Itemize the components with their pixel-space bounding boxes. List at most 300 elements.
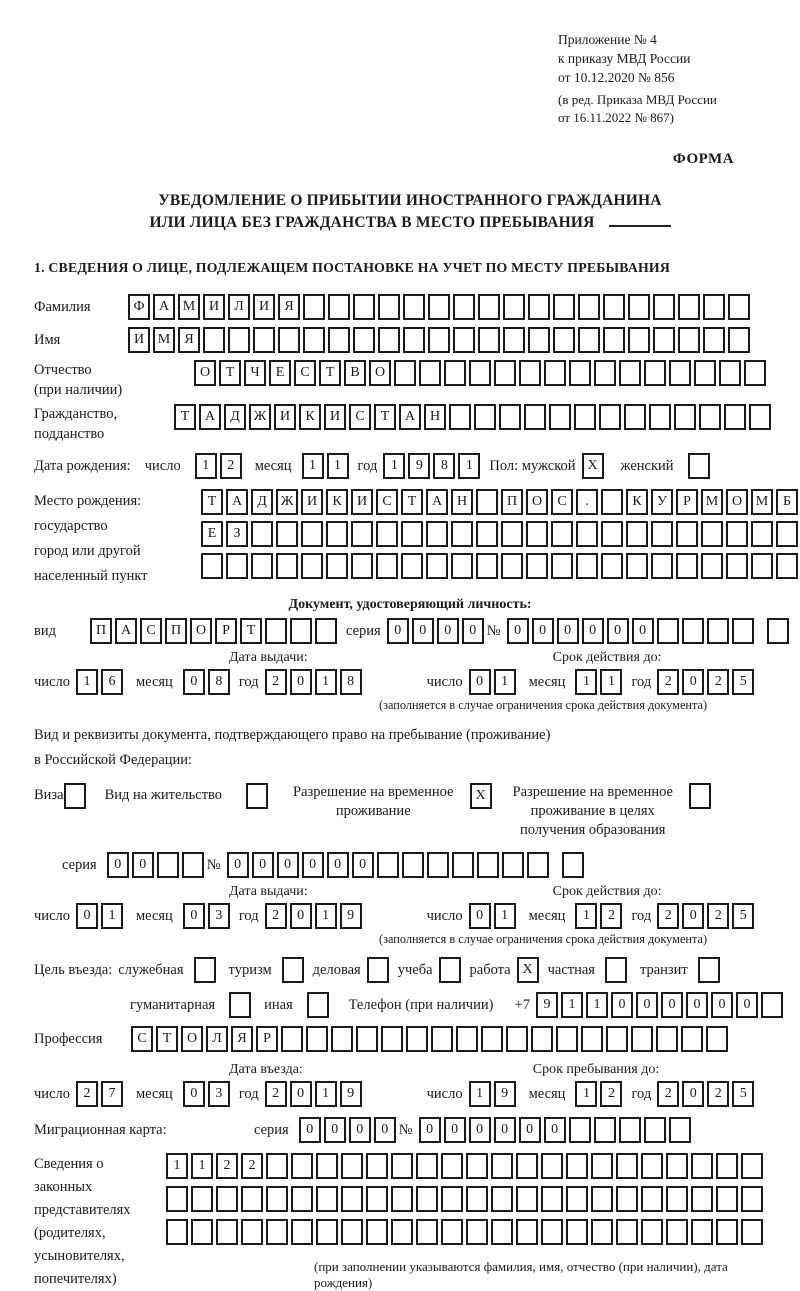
char-box[interactable]: 0 (324, 1117, 346, 1143)
char-box[interactable]: 1 (469, 1081, 491, 1107)
char-box[interactable]: Н (424, 404, 446, 430)
char-box[interactable] (403, 327, 425, 353)
char-box[interactable] (641, 1219, 663, 1245)
char-box[interactable]: 2 (241, 1153, 263, 1179)
char-box[interactable] (616, 1219, 638, 1245)
char-box[interactable] (599, 404, 621, 430)
char-box[interactable] (744, 360, 766, 386)
char-box[interactable] (426, 521, 448, 547)
char-box[interactable] (653, 294, 675, 320)
char-box[interactable] (703, 327, 725, 353)
char-box[interactable] (574, 404, 596, 430)
char-box[interactable] (328, 294, 350, 320)
char-box[interactable]: . (576, 489, 598, 515)
phone-cells[interactable] (536, 992, 786, 1018)
char-box[interactable]: X (470, 783, 492, 809)
char-box[interactable] (191, 1186, 213, 1212)
char-box[interactable] (628, 327, 650, 353)
char-box[interactable]: 2 (657, 1081, 679, 1107)
char-box[interactable]: 0 (290, 1081, 312, 1107)
char-box[interactable] (694, 360, 716, 386)
char-box[interactable]: К (626, 489, 648, 515)
char-box[interactable] (328, 327, 350, 353)
char-box[interactable]: X (517, 957, 539, 983)
char-box[interactable] (776, 553, 798, 579)
char-box[interactable]: 9 (340, 1081, 362, 1107)
char-box[interactable]: З (226, 521, 248, 547)
char-box[interactable]: П (501, 489, 523, 515)
char-box[interactable]: 1 (315, 669, 337, 695)
char-box[interactable] (628, 294, 650, 320)
char-box[interactable] (681, 1026, 703, 1052)
char-box[interactable] (601, 553, 623, 579)
char-box[interactable]: О (526, 489, 548, 515)
char-box[interactable]: Р (256, 1026, 278, 1052)
char-box[interactable] (401, 553, 423, 579)
char-box[interactable]: X (582, 453, 604, 479)
char-box[interactable] (699, 404, 721, 430)
char-box[interactable] (278, 327, 300, 353)
char-box[interactable] (626, 521, 648, 547)
char-box[interactable] (453, 294, 475, 320)
char-box[interactable] (776, 521, 798, 547)
char-box[interactable] (241, 1186, 263, 1212)
char-box[interactable] (441, 1186, 463, 1212)
purpose-official-checkbox[interactable] (194, 957, 219, 983)
char-box[interactable]: С (294, 360, 316, 386)
char-box[interactable]: 0 (437, 618, 459, 644)
char-box[interactable] (751, 521, 773, 547)
purpose-business-checkbox[interactable] (367, 957, 392, 983)
char-box[interactable]: 8 (340, 669, 362, 695)
char-box[interactable] (216, 1186, 238, 1212)
char-box[interactable]: 3 (208, 1081, 230, 1107)
char-box[interactable]: Л (228, 294, 250, 320)
char-box[interactable] (653, 327, 675, 353)
char-box[interactable]: 1 (561, 992, 583, 1018)
char-box[interactable]: 0 (686, 992, 708, 1018)
char-box[interactable]: 0 (682, 903, 704, 929)
char-box[interactable] (703, 294, 725, 320)
char-box[interactable]: 1 (458, 453, 480, 479)
char-box[interactable]: Т (374, 404, 396, 430)
char-box[interactable] (303, 327, 325, 353)
char-box[interactable]: А (115, 618, 137, 644)
char-box[interactable] (282, 957, 304, 983)
char-box[interactable]: 1 (195, 453, 217, 479)
char-box[interactable] (478, 294, 500, 320)
char-box[interactable]: Е (201, 521, 223, 547)
char-box[interactable] (516, 1186, 538, 1212)
char-box[interactable]: 1 (191, 1153, 213, 1179)
purpose-humanitarian-checkbox[interactable] (229, 992, 254, 1018)
char-box[interactable]: О (181, 1026, 203, 1052)
char-box[interactable] (527, 852, 549, 878)
char-box[interactable] (251, 553, 273, 579)
char-box[interactable]: Б (776, 489, 798, 515)
char-box[interactable] (341, 1219, 363, 1245)
char-box[interactable] (616, 1153, 638, 1179)
char-box[interactable] (316, 1186, 338, 1212)
char-box[interactable]: 0 (544, 1117, 566, 1143)
char-box[interactable]: Ч (244, 360, 266, 386)
char-box[interactable] (394, 360, 416, 386)
char-box[interactable] (401, 521, 423, 547)
char-box[interactable] (566, 1153, 588, 1179)
char-box[interactable] (316, 1153, 338, 1179)
char-box[interactable] (378, 294, 400, 320)
char-box[interactable]: 2 (600, 903, 622, 929)
char-box[interactable] (157, 852, 179, 878)
char-box[interactable]: 1 (575, 903, 597, 929)
char-box[interactable]: С (140, 618, 162, 644)
char-box[interactable]: 9 (408, 453, 430, 479)
char-box[interactable] (578, 294, 600, 320)
char-box[interactable] (469, 360, 491, 386)
char-box[interactable] (166, 1219, 188, 1245)
char-box[interactable]: 2 (76, 1081, 98, 1107)
char-box[interactable] (603, 294, 625, 320)
char-box[interactable] (456, 1026, 478, 1052)
char-box[interactable] (476, 489, 498, 515)
char-box[interactable] (391, 1186, 413, 1212)
char-box[interactable]: 0 (252, 852, 274, 878)
char-box[interactable] (381, 1026, 403, 1052)
char-box[interactable] (726, 521, 748, 547)
char-box[interactable] (226, 553, 248, 579)
char-box[interactable] (631, 1026, 653, 1052)
char-box[interactable] (301, 553, 323, 579)
char-box[interactable] (656, 1026, 678, 1052)
char-box[interactable]: 9 (340, 903, 362, 929)
char-box[interactable]: 0 (419, 1117, 441, 1143)
char-box[interactable] (669, 360, 691, 386)
char-box[interactable] (576, 521, 598, 547)
char-box[interactable] (291, 1153, 313, 1179)
char-box[interactable] (707, 618, 729, 644)
char-box[interactable]: 0 (682, 1081, 704, 1107)
char-box[interactable]: И (301, 489, 323, 515)
edu-permit-checkbox[interactable] (689, 783, 714, 809)
char-box[interactable]: 1 (494, 669, 516, 695)
char-box[interactable]: С (376, 489, 398, 515)
char-box[interactable]: О (726, 489, 748, 515)
char-box[interactable]: А (199, 404, 221, 430)
char-box[interactable] (491, 1153, 513, 1179)
char-box[interactable]: 2 (707, 1081, 729, 1107)
purpose-study-checkbox[interactable] (439, 957, 464, 983)
char-box[interactable] (194, 957, 216, 983)
sex-male-checkbox[interactable] (582, 453, 607, 479)
char-box[interactable]: 5 (732, 1081, 754, 1107)
char-box[interactable] (306, 1026, 328, 1052)
char-box[interactable]: 6 (101, 669, 123, 695)
char-box[interactable]: И (128, 327, 150, 353)
char-box[interactable] (416, 1186, 438, 1212)
char-box[interactable] (578, 327, 600, 353)
char-box[interactable] (601, 489, 623, 515)
char-box[interactable] (391, 1153, 413, 1179)
char-box[interactable] (441, 1219, 463, 1245)
char-box[interactable] (341, 1186, 363, 1212)
char-box[interactable] (657, 618, 679, 644)
char-box[interactable] (516, 1153, 538, 1179)
char-box[interactable]: 1 (575, 1081, 597, 1107)
char-box[interactable] (428, 327, 450, 353)
char-box[interactable] (553, 327, 575, 353)
char-box[interactable]: 0 (132, 852, 154, 878)
char-box[interactable] (616, 1186, 638, 1212)
char-box[interactable] (698, 957, 720, 983)
char-box[interactable]: Я (278, 294, 300, 320)
char-box[interactable]: 9 (536, 992, 558, 1018)
char-box[interactable] (531, 1026, 553, 1052)
char-box[interactable] (676, 521, 698, 547)
char-box[interactable]: А (426, 489, 448, 515)
char-box[interactable] (674, 404, 696, 430)
char-box[interactable] (166, 1186, 188, 1212)
char-box[interactable]: 2 (265, 903, 287, 929)
char-box[interactable] (403, 294, 425, 320)
purpose-private-checkbox[interactable] (605, 957, 630, 983)
char-box[interactable]: 1 (383, 453, 405, 479)
char-box[interactable] (501, 521, 523, 547)
char-box[interactable]: 0 (183, 903, 205, 929)
char-box[interactable] (569, 360, 591, 386)
char-box[interactable]: Ж (249, 404, 271, 430)
char-box[interactable] (528, 327, 550, 353)
char-box[interactable] (724, 404, 746, 430)
char-box[interactable] (728, 327, 750, 353)
char-box[interactable] (353, 294, 375, 320)
char-box[interactable]: 1 (302, 453, 324, 479)
char-box[interactable] (541, 1186, 563, 1212)
char-box[interactable]: Л (206, 1026, 228, 1052)
char-box[interactable]: Д (224, 404, 246, 430)
char-box[interactable] (477, 852, 499, 878)
char-box[interactable] (726, 553, 748, 579)
char-box[interactable]: 0 (352, 852, 374, 878)
char-box[interactable] (253, 327, 275, 353)
char-box[interactable]: 0 (444, 1117, 466, 1143)
char-box[interactable]: 0 (507, 618, 529, 644)
char-box[interactable] (276, 521, 298, 547)
char-box[interactable] (591, 1153, 613, 1179)
char-box[interactable] (291, 1219, 313, 1245)
char-box[interactable] (416, 1153, 438, 1179)
char-box[interactable] (378, 327, 400, 353)
char-box[interactable]: Е (269, 360, 291, 386)
char-box[interactable] (402, 852, 424, 878)
char-box[interactable]: 2 (707, 903, 729, 929)
char-box[interactable]: 1 (315, 1081, 337, 1107)
char-box[interactable]: 0 (327, 852, 349, 878)
char-box[interactable]: 2 (216, 1153, 238, 1179)
sex-female-checkbox[interactable] (688, 453, 713, 479)
char-box[interactable]: 0 (412, 618, 434, 644)
char-box[interactable]: 0 (469, 903, 491, 929)
char-box[interactable] (491, 1186, 513, 1212)
char-box[interactable] (581, 1026, 603, 1052)
char-box[interactable]: 0 (636, 992, 658, 1018)
char-box[interactable]: 1 (494, 903, 516, 929)
purpose-other-checkbox[interactable] (307, 992, 332, 1018)
char-box[interactable] (307, 992, 329, 1018)
char-box[interactable] (678, 327, 700, 353)
char-box[interactable]: Т (156, 1026, 178, 1052)
char-box[interactable] (391, 1219, 413, 1245)
char-box[interactable] (341, 1153, 363, 1179)
char-box[interactable]: 0 (632, 618, 654, 644)
char-box[interactable]: М (701, 489, 723, 515)
char-box[interactable] (476, 521, 498, 547)
char-box[interactable] (767, 618, 789, 644)
char-box[interactable] (474, 404, 496, 430)
char-box[interactable] (315, 618, 337, 644)
char-box[interactable] (376, 553, 398, 579)
char-box[interactable]: 1 (600, 669, 622, 695)
char-box[interactable] (353, 327, 375, 353)
char-box[interactable] (201, 553, 223, 579)
char-box[interactable] (603, 327, 625, 353)
char-box[interactable] (191, 1219, 213, 1245)
char-box[interactable]: М (178, 294, 200, 320)
char-box[interactable] (688, 453, 710, 479)
char-box[interactable] (376, 521, 398, 547)
char-box[interactable] (326, 521, 348, 547)
char-box[interactable]: А (226, 489, 248, 515)
char-box[interactable] (626, 553, 648, 579)
char-box[interactable]: Н (451, 489, 473, 515)
char-box[interactable]: 0 (532, 618, 554, 644)
char-box[interactable]: 0 (557, 618, 579, 644)
char-box[interactable] (741, 1153, 763, 1179)
char-box[interactable]: Т (174, 404, 196, 430)
char-box[interactable] (351, 521, 373, 547)
char-box[interactable]: 8 (208, 669, 230, 695)
char-box[interactable]: К (326, 489, 348, 515)
char-box[interactable] (281, 1026, 303, 1052)
char-box[interactable] (419, 360, 441, 386)
char-box[interactable] (366, 1186, 388, 1212)
char-box[interactable]: 0 (290, 903, 312, 929)
char-box[interactable] (366, 1153, 388, 1179)
char-box[interactable]: 0 (582, 618, 604, 644)
char-box[interactable] (331, 1026, 353, 1052)
char-box[interactable]: 1 (575, 669, 597, 695)
char-box[interactable] (251, 521, 273, 547)
char-box[interactable] (439, 957, 461, 983)
char-box[interactable]: 1 (166, 1153, 188, 1179)
char-box[interactable] (594, 360, 616, 386)
char-box[interactable] (556, 1026, 578, 1052)
char-box[interactable] (562, 852, 584, 878)
char-box[interactable]: У (651, 489, 673, 515)
char-box[interactable] (427, 852, 449, 878)
residence-permit-checkbox[interactable] (246, 783, 271, 809)
char-box[interactable] (377, 852, 399, 878)
char-box[interactable] (367, 957, 389, 983)
char-box[interactable] (519, 360, 541, 386)
char-box[interactable] (303, 294, 325, 320)
char-box[interactable]: 0 (374, 1117, 396, 1143)
char-box[interactable]: 0 (611, 992, 633, 1018)
char-box[interactable] (444, 360, 466, 386)
char-box[interactable]: 2 (707, 669, 729, 695)
char-box[interactable]: И (253, 294, 275, 320)
char-box[interactable]: П (90, 618, 112, 644)
char-box[interactable]: 0 (227, 852, 249, 878)
char-box[interactable] (499, 404, 521, 430)
char-box[interactable] (301, 521, 323, 547)
char-box[interactable]: 0 (469, 1117, 491, 1143)
char-box[interactable] (452, 852, 474, 878)
char-box[interactable]: 0 (462, 618, 484, 644)
char-box[interactable]: 3 (208, 903, 230, 929)
char-box[interactable]: 0 (302, 852, 324, 878)
char-box[interactable]: 2 (657, 669, 679, 695)
char-box[interactable] (682, 618, 704, 644)
char-box[interactable]: Т (240, 618, 262, 644)
char-box[interactable]: С (349, 404, 371, 430)
char-box[interactable]: К (299, 404, 321, 430)
char-box[interactable] (516, 1219, 538, 1245)
char-box[interactable] (503, 294, 525, 320)
char-box[interactable] (229, 992, 251, 1018)
char-box[interactable] (553, 294, 575, 320)
char-box[interactable]: А (153, 294, 175, 320)
char-box[interactable] (203, 327, 225, 353)
char-box[interactable] (266, 1219, 288, 1245)
char-box[interactable] (619, 1117, 641, 1143)
char-box[interactable] (366, 1219, 388, 1245)
char-box[interactable] (594, 1117, 616, 1143)
char-box[interactable]: Я (178, 327, 200, 353)
char-box[interactable] (426, 553, 448, 579)
char-box[interactable]: 0 (736, 992, 758, 1018)
char-box[interactable] (701, 553, 723, 579)
char-box[interactable]: О (369, 360, 391, 386)
visa-checkbox[interactable] (64, 783, 89, 809)
char-box[interactable]: 0 (183, 669, 205, 695)
char-box[interactable] (741, 1186, 763, 1212)
char-box[interactable]: Ф (128, 294, 150, 320)
char-box[interactable]: О (194, 360, 216, 386)
char-box[interactable]: 0 (682, 669, 704, 695)
char-box[interactable] (466, 1153, 488, 1179)
char-box[interactable] (406, 1026, 428, 1052)
char-box[interactable]: 2 (600, 1081, 622, 1107)
char-box[interactable] (689, 783, 711, 809)
char-box[interactable] (502, 852, 524, 878)
char-box[interactable] (678, 294, 700, 320)
char-box[interactable] (641, 1186, 663, 1212)
char-box[interactable] (691, 1219, 713, 1245)
purpose-transit-checkbox[interactable] (698, 957, 723, 983)
char-box[interactable] (290, 618, 312, 644)
char-box[interactable] (641, 1153, 663, 1179)
char-box[interactable]: 9 (494, 1081, 516, 1107)
char-box[interactable] (591, 1186, 613, 1212)
char-box[interactable] (491, 1219, 513, 1245)
char-box[interactable] (716, 1219, 738, 1245)
char-box[interactable] (524, 404, 546, 430)
char-box[interactable] (478, 327, 500, 353)
char-box[interactable] (416, 1219, 438, 1245)
char-box[interactable]: 0 (290, 669, 312, 695)
char-box[interactable]: 0 (76, 903, 98, 929)
char-box[interactable]: 1 (586, 992, 608, 1018)
